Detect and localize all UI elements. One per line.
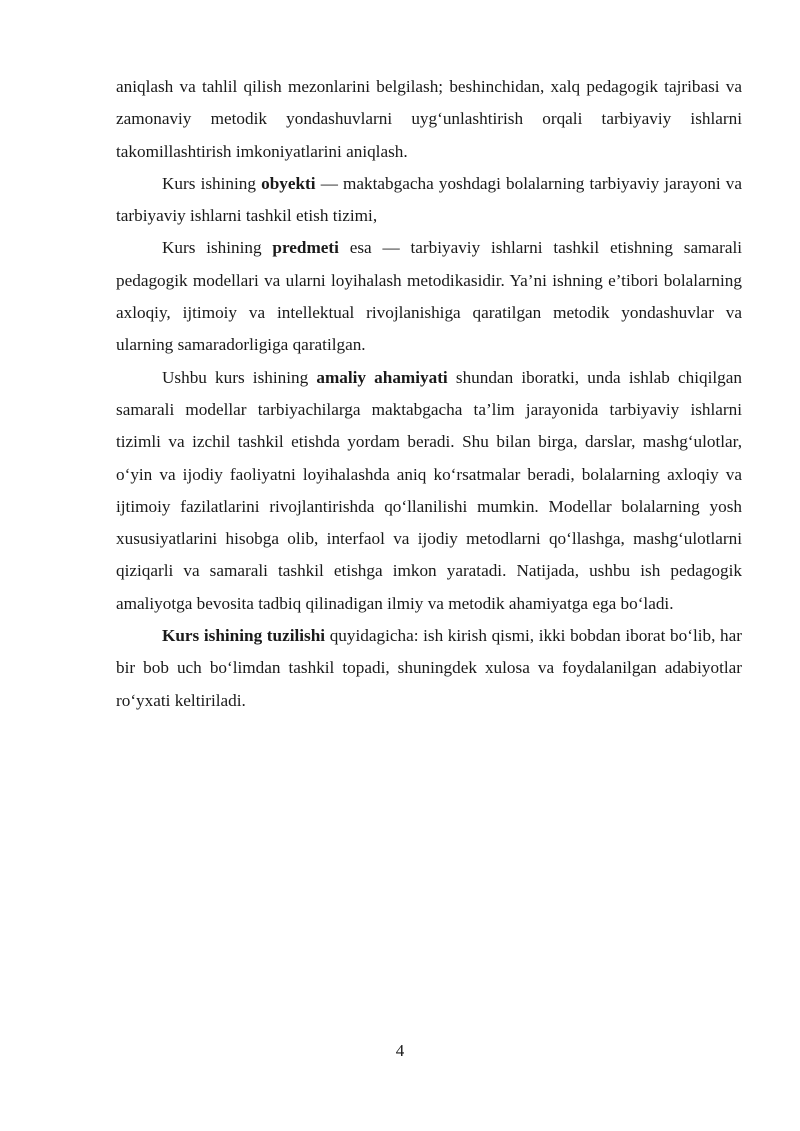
paragraph-text: Kurs ishining	[162, 238, 273, 258]
paragraph-text: aniqlash va tahlil qilish mezonlarini belgilash; beshinchidan, xalq pedagogik tajribasi va zamonaviy metodik yondashuvlarni uyg‘unlashtirish orqali tarbiyaviy ishlarni takomillashtirish imkoniyatlarini aniqlash.	[116, 77, 742, 161]
term-subject: predmeti	[272, 238, 339, 258]
paragraph-subject	[116, 232, 742, 361]
paragraph-practical-significance	[116, 362, 742, 620]
term-object: obyekti	[261, 173, 316, 193]
paragraph-text: — maktabgacha yoshdagi bolalarning tarbiyaviy jarayoni va tarbiyaviy ishlarni tashkil etish tizimi,	[116, 173, 742, 226]
paragraph-structure	[116, 620, 742, 717]
paragraph-object	[116, 168, 742, 233]
paragraph-text: Kurs ishining	[162, 173, 262, 193]
paragraph-text: shundan iboratki, unda ishlab chiqilgan samarali modellar tarbiyachilarga maktabgacha ta’lim jarayonida tarbiyaviy ishlarni tizimli va izchil tashkil etishda yordam beradi. Shu bilan birga, darslar, mashg‘ulotlar, o‘yin va ijodiy faoliyatni loyihalashda aniq ko‘rsatmalar beradi, bolalarning axloqiy va ijtimoiy fazilatlarini rivojlantirishda qo‘llanilishi mumkin. Modellar bolalarning yosh xususiyatlarini hisobga olib, interfaol va ijodiy metodlarni qo‘llashga, mashg‘ulotlarni qiziqarli va samarali tashkil etishga imkon yaratadi. Natijada, ushbu ish pedagogik amaliyotga bevosita tadbiq qilinadigan ilmiy va metodik ahamiyatga ega bo‘ladi.	[116, 367, 742, 613]
paragraph-text: Ushbu kurs ishining	[162, 367, 317, 387]
term-structure: Kurs ishining tuzilishi	[162, 626, 326, 646]
paragraph-text: esa — tarbiyaviy ishlarni tashkil etishning samarali pedagogik modellari va ularni loyihalash metodikasidir. Ya’ni ishning e’tibori bolalarning axloqiy, ijtimoiy va intellektual rivojlanishiga qaratilgan metodik yondashuvlar va ularning samaradorligiga qaratilgan.	[116, 238, 742, 355]
document-body	[116, 71, 742, 717]
paragraph-research-tasks-end	[116, 71, 742, 168]
term-practical-significance: amaliy ahamiyati	[316, 367, 448, 387]
paragraph-text: quyidagicha: ish kirish qismi, ikki bobdan iborat bo‘lib, har bir bob uch bo‘limdan tashkil topadi, shuningdek xulosa va foydalanilgan adabiyotlar ro‘yxati keltiriladi.	[116, 626, 742, 710]
page-number: 4	[395, 1041, 405, 1060]
